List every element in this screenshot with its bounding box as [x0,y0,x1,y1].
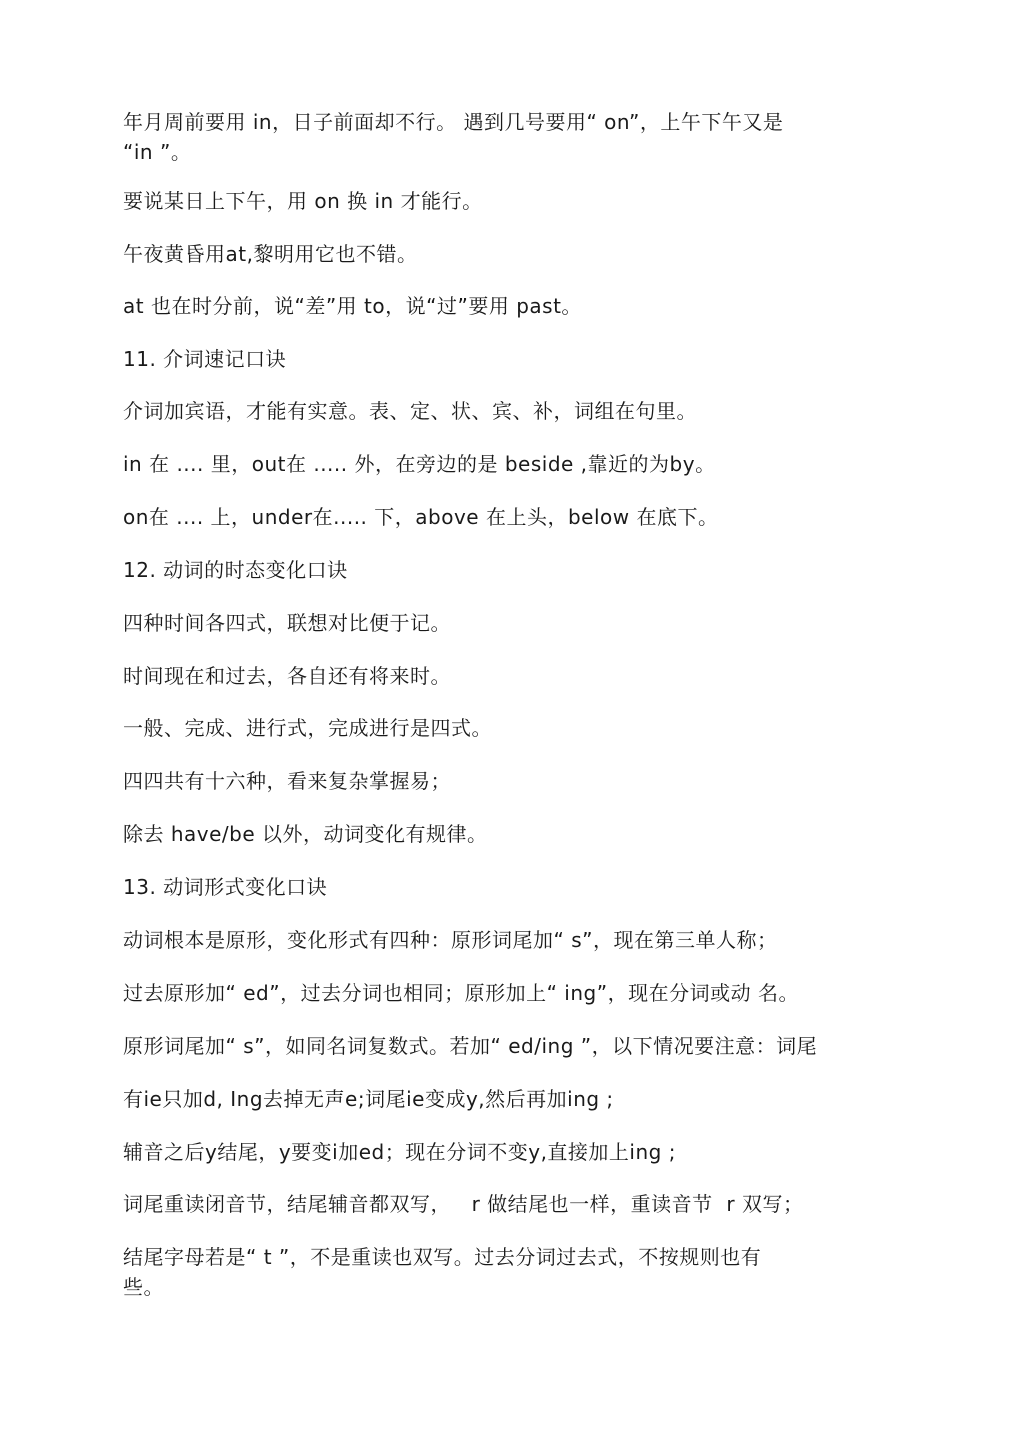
paragraph-verb-form-5: 辅音之后y结尾，y要变i加ed；现在分词不变y,直接加上ing ; [123,1140,676,1164]
paragraph-verb-form-6: 词尾重读闭音节，结尾辅音都双写， r 做结尾也一样，重读音节 r 双写； [123,1192,804,1216]
paragraph-tense-1: 四种时间各四式，联想对比便于记。 [123,611,451,635]
paragraph-tense-3: 一般、完成、进行式，完成进行是四式。 [123,716,492,740]
paragraph-verb-form-7-cont: 些。 [123,1275,164,1299]
paragraph-verb-form-4: 有ie只加d, Ing去掉无声e;词尾ie变成y,然后再加ing ; [123,1087,614,1111]
section-heading-13: 13. 动词形式变化口诀 [123,875,328,899]
paragraph-tense-4: 四四共有十六种，看来复杂掌握易； [123,769,451,793]
section-heading-12: 12. 动词的时态变化口诀 [123,558,348,582]
paragraph-tense-5: 除去 have/be 以外，动词变化有规律。 [123,822,488,846]
paragraph-verb-form-7: 结尾字母若是“ t ”，不是重读也双写。过去分词过去式，不按规则也有 [123,1245,762,1269]
paragraph-preposition-on-under: on在 .... 上，under在..... 下，above 在上头，below 在底下。 [123,505,719,529]
paragraph-prepositions-time-1: 年月周前要用 in，日子前面却不行。 遇到几号要用“ on”，上午下午又是 [123,110,784,134]
paragraph-prepositions-time-1-cont: “in ”。 [123,140,192,164]
paragraph-preposition-in-out: in 在 .... 里，out在 ..... 外，在旁边的是 beside ,靠近的为by。 [123,452,716,476]
paragraph-verb-form-1: 动词根本是原形，变化形式有四种：原形词尾加“ s”，现在第三单人称； [123,928,778,952]
paragraph-tense-2: 时间现在和过去，各自还有将来时。 [123,664,451,688]
paragraph-preposition-intro: 介词加宾语，才能有实意。表、定、状、宾、补，词组在句里。 [123,399,697,423]
section-heading-11: 11. 介词速记口诀 [123,347,287,371]
paragraph-verb-form-3: 原形词尾加“ s”，如同名词复数式。若加“ ed/ing ”，以下情况要注意：词尾 [123,1034,818,1058]
paragraph-prepositions-time-4: at 也在时分前，说“差”用 to，说“过”要用 past。 [123,294,582,318]
paragraph-prepositions-time-3: 午夜黄昏用at,黎明用它也不错。 [123,242,418,266]
paragraph-prepositions-time-2: 要说某日上下午，用 on 换 in 才能行。 [123,189,483,213]
paragraph-verb-form-2: 过去原形加“ ed”，过去分词也相同；原形加上“ ing”，现在分词或动 名。 [123,981,799,1005]
